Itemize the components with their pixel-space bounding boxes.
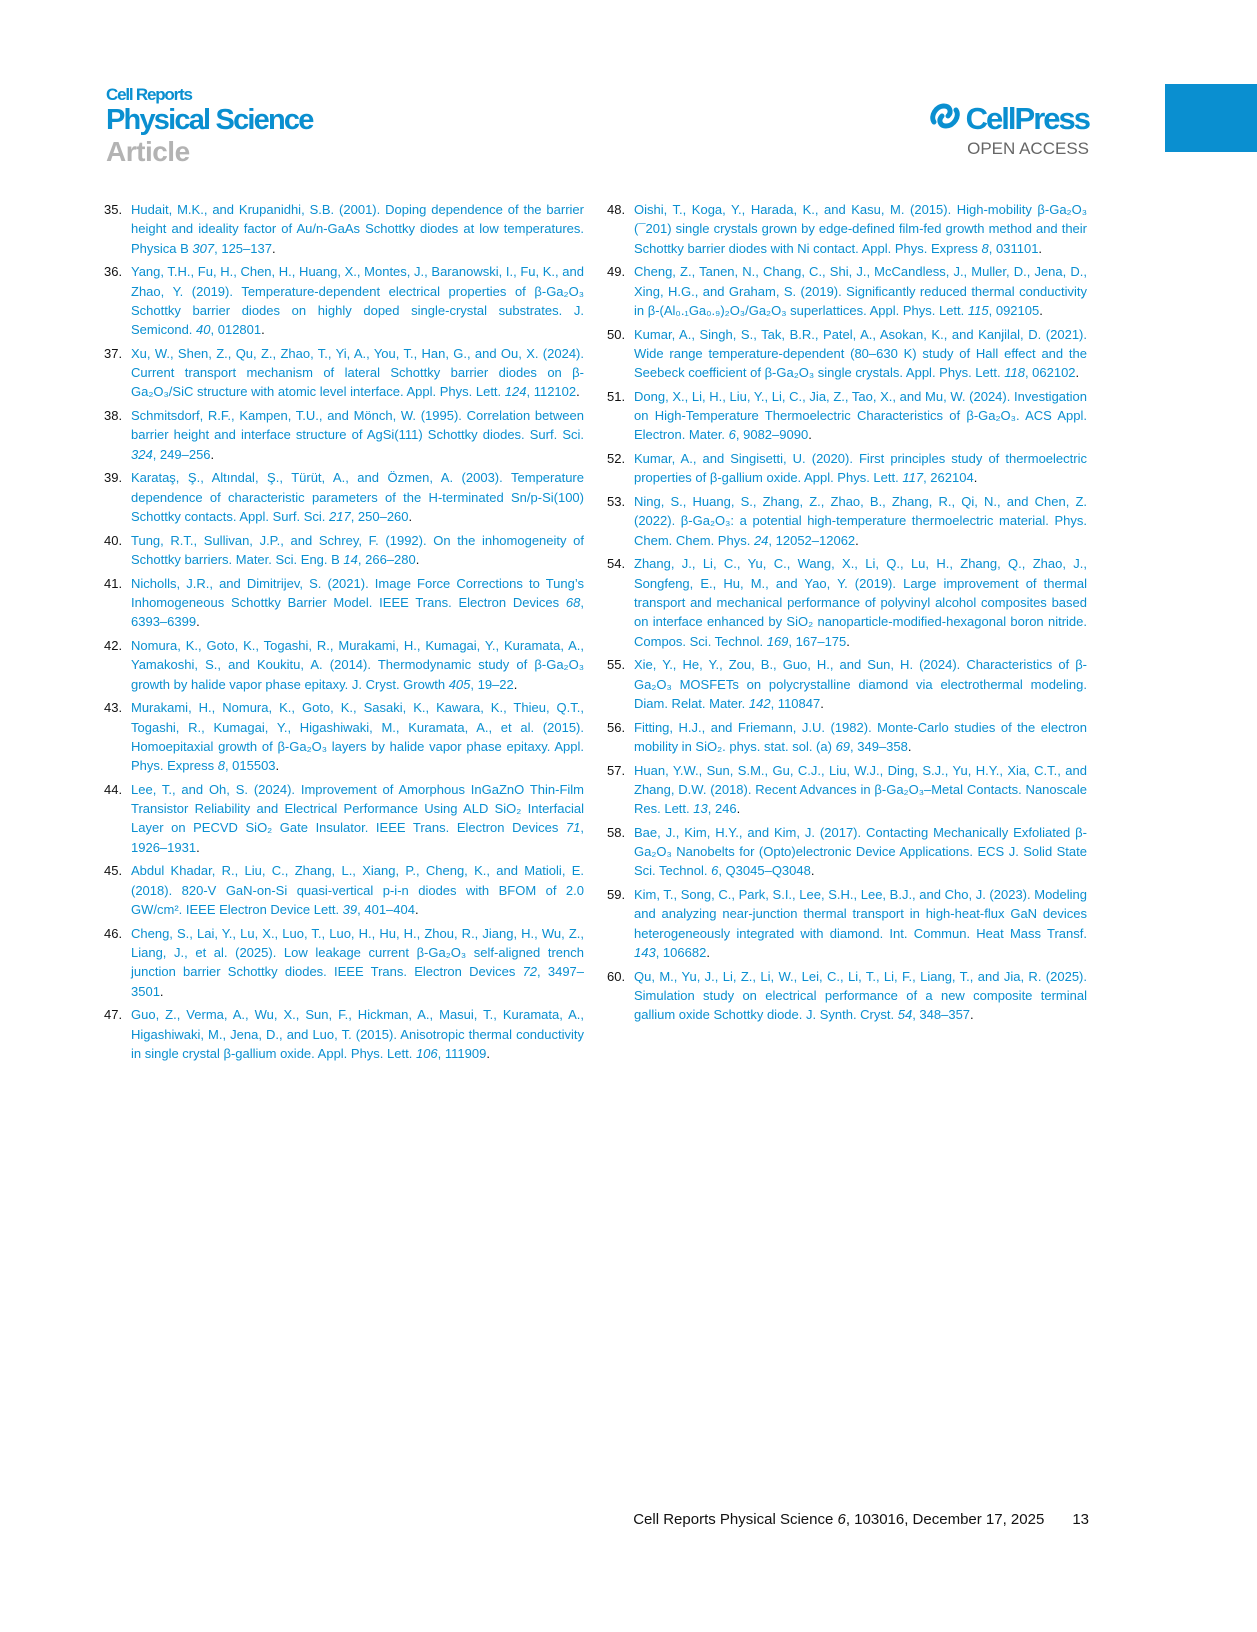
page-number: 13 <box>1072 1511 1089 1528</box>
reference-number: 54. <box>607 556 626 572</box>
reference-number: 37. <box>104 345 123 361</box>
reference-period: . <box>973 470 978 486</box>
reference-number: 53. <box>607 494 626 510</box>
reference-pages: , 249–256 <box>152 446 211 462</box>
reference-text: Xu, W., Shen, Z., Qu, Z., Zhao, T., Yi, A., You, T., Han, G., and Ou, X. (2024). Current transport mechanism of lateral Schottky barrier diodes on β-Ga₂O₃/SiC structure with atomic level interface. Appl. Phys. Lett. <box>131 345 584 400</box>
reference-text: Nicholls, J.R., and Dimitrijev, S. (2021). Image Force Corrections to Tung’s Inhomogeneous Schottky Barrier Model. IEEE Trans. Electron Devices <box>131 575 584 610</box>
reference-link[interactable] <box>634 761 1087 819</box>
reference-item <box>104 861 584 919</box>
reference-number: 39. <box>104 470 123 486</box>
reference-period: . <box>275 758 280 774</box>
reference-item <box>104 531 584 570</box>
reference-volume: 24 <box>753 532 769 548</box>
reference-pages: , 111909 <box>437 1045 487 1061</box>
reference-link[interactable] <box>131 468 584 526</box>
reference-number: 56. <box>607 719 626 735</box>
reference-item <box>607 885 1087 962</box>
reference-period: . <box>736 801 741 817</box>
reference-number: 40. <box>104 532 123 548</box>
reference-pages: , 246 <box>707 801 737 817</box>
reference-link[interactable] <box>634 655 1087 713</box>
reference-text: Yang, T.H., Fu, H., Chen, H., Huang, X., Montes, J., Baranowski, I., Fu, K., and Zhao, Y. (2019). Temperature-dependent electrical properties of β-Ga₂O₃ Schottky barrier diodes on highly doped single-crystal substrates. J. Semicond. <box>131 264 584 338</box>
reference-link[interactable] <box>131 1005 584 1063</box>
reference-volume: 124 <box>504 384 527 400</box>
reference-number: 41. <box>104 575 123 591</box>
reference-item <box>104 200 584 258</box>
reference-pages: , 9082–9090 <box>735 427 809 443</box>
reference-number: 42. <box>104 637 123 653</box>
reference-period: . <box>415 552 420 567</box>
reference-item <box>104 924 584 1001</box>
reference-link[interactable] <box>634 885 1087 962</box>
reference-number: 44. <box>104 781 123 797</box>
reference-pages: , 031101 <box>988 240 1039 256</box>
reference-volume: 40 <box>196 322 211 338</box>
reference-text: Qu, M., Yu, J., Li, Z., Li, W., Lei, C., Li, T., Li, F., Liang, T., and Jia, R. (2025). Simulation study on electrical performance of a new composite terminal gallium oxide Schottky diode. J. Synth. Cryst. <box>634 968 1087 1023</box>
reference-text: Xie, Y., He, Y., Zou, B., Guo, H., and Sun, H. (2024). Characteristics of β-Ga₂O₃ MOSFETs on polycrystalline diamond via electrothermal modeling. Diam. Relat. Mater. <box>634 657 1087 711</box>
reference-text: Schmitsdorf, R.F., Kampen, T.U., and Mönch, W. (1995). Correlation between barrier height and interface structure of AgSi(111) Schottky diodes. Surf. Sci. <box>131 408 584 443</box>
reference-text: Nomura, K., Goto, K., Togashi, R., Murakami, H., Kumagai, Y., Kuramata, A., Yamakoshi, S., and Koukitu, A. (2014). Thermodynamic study of β-Ga₂O₃ growth by halide vapor phase epitaxy. J. Cryst. Growth <box>131 637 584 692</box>
reference-volume: 405 <box>448 676 471 692</box>
reference-pages: , 012801 <box>210 322 262 338</box>
reference-item <box>607 761 1087 819</box>
reference-number: 55. <box>607 657 626 673</box>
reference-pages: , 262104 <box>923 470 974 486</box>
reference-period: . <box>820 695 824 711</box>
reference-period: . <box>210 446 215 462</box>
reference-number: 52. <box>607 451 626 467</box>
journal-name-line2: Physical Science <box>106 104 313 136</box>
reference-link[interactable] <box>634 325 1087 383</box>
reference-number: 59. <box>607 887 626 903</box>
reference-period: . <box>414 902 419 917</box>
reference-item <box>104 636 584 694</box>
reference-text: Cheng, S., Lai, Y., Lu, X., Luo, T., Luo, H., Hu, H., Zhou, R., Jiang, H., Wu, Z., Liang, J., et al. (2025). Low leakage current β-Ga₂O₃ self-aligned trench junction barrier Schottky diodes. IEEE Trans. Electron Devices <box>131 925 584 980</box>
reference-pages: , 12052–12062 <box>768 532 856 548</box>
reference-link[interactable] <box>131 406 584 464</box>
reference-link[interactable] <box>131 780 584 857</box>
reference-number: 38. <box>104 408 123 424</box>
reference-number: 50. <box>607 326 626 342</box>
reference-item <box>104 344 584 402</box>
reference-text: Kim, T., Song, C., Park, S.I., Lee, S.H., Lee, B.J., and Cho, J. (2023). Modeling and analyzing near-junction thermal transport in high-heat-flux GaN devices heterogeneously integrated with diamond. Int. Commun. Heat Mass Transf. <box>634 887 1087 941</box>
reference-number: 49. <box>607 264 626 280</box>
reference-volume: 143 <box>634 944 656 960</box>
reference-pages: , 167–175 <box>788 633 847 649</box>
reference-pages: , 6393–6399 <box>131 594 584 630</box>
reference-text: Kumar, A., and Singisetti, U. (2020). First principles study of thermoelectric properties of β-gallium oxide. Appl. Phys. Lett. <box>634 451 1087 486</box>
reference-volume: 6 <box>711 863 719 879</box>
reference-text: Oishi, T., Koga, Y., Harada, K., and Kasu, M. (2015). High-mobility β-Ga₂O₃ (¯201) single crystals grown by edge-defined film-fed growth method and their Schottky barrier diodes with Ni contact. Appl. Phys. Express <box>634 202 1087 256</box>
reference-link[interactable] <box>634 967 1087 1025</box>
page-footer <box>633 1511 1089 1528</box>
reference-period: . <box>576 384 580 400</box>
reference-period: . <box>513 676 518 692</box>
reference-text: Ning, S., Huang, S., Zhang, Z., Zhao, B., Zhang, R., Qi, N., and Chen, Z. (2022). β-Ga₂O₃: a potential high-temperature thermoelectric material. Phys. Chem. Chem. Phys. <box>634 494 1087 548</box>
reference-volume: 217 <box>328 509 351 525</box>
reference-item <box>104 468 584 526</box>
reference-item <box>607 554 1087 650</box>
reference-volume: 69 <box>835 738 851 754</box>
reference-item <box>607 449 1087 488</box>
reference-link[interactable] <box>634 449 1087 488</box>
reference-period: . <box>846 633 850 649</box>
open-access-label: OPEN ACCESS <box>967 139 1089 158</box>
reference-text: Guo, Z., Verma, A., Wu, X., Sun, F., Hickman, A., Masui, T., Kuramata, A., Higashiwaki, M., Jena, D., and Luo, T. (2015). Anisotropic thermal conductivity in single crystal β-gallium oxide. Appl. Phys. Lett. <box>131 1007 584 1061</box>
cellpress-icon <box>928 100 962 137</box>
reference-volume: 39 <box>342 902 358 917</box>
reference-pages: , 106682 <box>655 944 707 960</box>
reference-item <box>607 655 1087 713</box>
reference-volume: 118 <box>1004 365 1025 381</box>
reference-volume: 117 <box>902 470 924 486</box>
reference-number: 51. <box>607 388 626 404</box>
reference-pages: , 250–260 <box>350 509 409 525</box>
reference-period: . <box>1075 365 1080 381</box>
reference-text: Cheng, Z., Tanen, N., Chang, C., Shi, J., McCandless, J., Muller, D., Jena, D., Xing, H.G., and Graham, S. (2019). Significantly reduced thermal conductivity in β-(Al₀.₁Ga₀.₉)₂O₃/Ga₂O₃ superlattices. Appl. Phys. Lett. <box>634 264 1087 318</box>
reference-link[interactable] <box>634 200 1087 258</box>
reference-pages: , 348–357 <box>912 1007 971 1023</box>
reference-item <box>104 262 584 339</box>
reference-text: Lee, T., and Oh, S. (2024). Improvement of Amorphous InGaZnO Thin-Film Transistor Reliability and Electrical Performance Using ALD SiO₂ Interfacial Layer on PECVD SiO₂ Gate Insulator. IEEE Trans. Electron Devices <box>131 781 584 836</box>
reference-link[interactable] <box>131 531 584 570</box>
reference-text: Huan, Y.W., Sun, S.M., Gu, C.J., Liu, W.J., Ding, S.J., Yu, H.Y., Xia, C.T., and Zhang, D.W. (2018). Recent Advances in β-Ga₂O₃–Metal Contacts. Nanoscale Res. Lett. <box>634 762 1087 817</box>
footer-citation: , 103016, December 17, 2025 <box>845 1511 1045 1528</box>
reference-period: . <box>1038 240 1043 256</box>
reference-item <box>607 200 1087 258</box>
reference-period: . <box>196 839 200 855</box>
edge-tab <box>1165 84 1257 152</box>
reference-period: . <box>408 509 413 525</box>
reference-pages: , 1926–1931 <box>131 820 584 855</box>
reference-period: . <box>1039 302 1043 318</box>
reference-pages: , 110847 <box>770 695 821 711</box>
references-left-column <box>104 200 584 1068</box>
reference-link[interactable] <box>634 387 1087 445</box>
reference-period: . <box>907 738 912 754</box>
reference-link[interactable] <box>634 492 1087 550</box>
reference-number: 60. <box>607 968 626 984</box>
reference-period: . <box>810 863 815 879</box>
reference-number: 43. <box>104 700 123 716</box>
reference-number: 36. <box>104 264 123 280</box>
reference-text: Karataş, Ş., Altındal, Ş., Türüt, A., and Özmen, A. (2003). Temperature dependence of characteristic parameters of the H-terminated Sn/p-Si(100) Schottky contacts. Appl. Surf. Sci. <box>131 470 584 525</box>
reference-pages: , 3497–3501 <box>131 964 585 999</box>
reference-link[interactable] <box>634 718 1087 757</box>
reference-number: 47. <box>104 1007 123 1023</box>
reference-volume: 8 <box>217 758 225 774</box>
reference-volume: 6 <box>728 427 736 443</box>
reference-pages: , 125–137 <box>214 240 272 256</box>
reference-link[interactable] <box>131 636 584 694</box>
references-right-column <box>607 200 1087 1029</box>
reference-item <box>607 718 1087 757</box>
reference-text: Abdul Khadar, R., Liu, C., Zhang, L., Xiang, P., Cheng, K., and Matioli, E. (2018). 820-V GaN-on-Si quasi-vertical p-i-n diodes with BFOM of 2.0 GW/cm². IEEE Electron Device Lett. <box>131 863 584 917</box>
reference-period: . <box>261 322 265 338</box>
reference-link[interactable] <box>131 861 584 919</box>
reference-text: Fitting, H.J., and Friemann, J.U. (1982). Monte-Carlo studies of the electron mobility in SiO₂. phys. stat. sol. (a) <box>634 719 1087 754</box>
reference-period: . <box>271 240 276 256</box>
reference-link[interactable] <box>634 554 1087 650</box>
reference-volume: 142 <box>748 695 771 711</box>
reference-period: . <box>196 614 200 630</box>
reference-item <box>104 780 584 857</box>
cellpress-logo <box>928 100 1089 159</box>
reference-number: 58. <box>607 824 626 840</box>
reference-number: 45. <box>104 863 123 879</box>
reference-text: Bae, J., Kim, H.Y., and Kim, J. (2017). Contacting Mechanically Exfoliated β-Ga₂O₃ Nanobelts for (Opto)electronic Device Applications. ECS J. Solid State Sci. Technol. <box>634 824 1087 879</box>
reference-volume: 71 <box>565 820 581 836</box>
reference-item <box>607 967 1087 1025</box>
article-type: Article <box>106 136 190 167</box>
reference-period: . <box>706 944 710 960</box>
reference-volume: 106 <box>415 1045 438 1061</box>
reference-volume: 115 <box>967 302 989 318</box>
reference-item <box>607 262 1087 320</box>
reference-pages: , 062102 <box>1024 365 1076 381</box>
reference-pages: , 266–280 <box>357 552 416 567</box>
reference-item <box>104 1005 584 1063</box>
reference-pages: , 015503 <box>224 758 276 774</box>
reference-link[interactable] <box>131 698 584 775</box>
reference-item <box>104 574 584 632</box>
reference-link[interactable] <box>131 200 584 258</box>
reference-number: 48. <box>607 202 626 217</box>
reference-pages: , 349–358 <box>850 738 908 754</box>
reference-item <box>607 492 1087 550</box>
footer-volume: 6 <box>837 1511 846 1528</box>
reference-volume: 324 <box>131 446 153 462</box>
reference-item <box>104 406 584 464</box>
reference-volume: 13 <box>693 801 708 817</box>
reference-link[interactable] <box>131 262 584 339</box>
journal-name-line1: Cell Reports <box>106 85 192 104</box>
reference-volume: 54 <box>897 1007 913 1023</box>
reference-volume: 8 <box>981 240 989 256</box>
reference-text: Kumar, A., Singh, S., Tak, B.R., Patel, A., Asokan, K., and Kanjilal, D. (2021). Wide range temperature-dependent (80–630 K) study of Hall effect and the Seebeck coefficient of β-Ga₂O₃ single crystals. Appl. Phys. Lett. <box>634 326 1087 381</box>
reference-link[interactable] <box>131 344 584 402</box>
reference-item <box>607 823 1087 881</box>
reference-period: . <box>808 427 812 443</box>
reference-link[interactable] <box>131 574 584 632</box>
reference-link[interactable] <box>634 823 1087 881</box>
reference-text: Tung, R.T., Sullivan, J.P., and Schrey, F. (1992). On the inhomogeneity of Schottky barriers. Mater. Sci. Eng. B <box>131 532 584 567</box>
reference-text: Zhang, J., Li, C., Yu, C., Wang, X., Li, Q., Lu, H., Zhang, Q., Zhao, J., Songfeng, E., Hu, M., and Yao, Y. (2019). Large improvement of thermal transport and mechanical performance of polyvinyl alcohol composites based on interface enhanced by SiO₂ nanoparticle-modified-hexagonal boron nitride. Compos. Sci. Technol. <box>634 556 1087 649</box>
reference-period: . <box>159 983 164 999</box>
reference-period: . <box>486 1045 490 1061</box>
reference-volume: 14 <box>343 552 358 567</box>
reference-volume: 68 <box>565 594 581 610</box>
reference-volume: 307 <box>192 240 215 256</box>
publisher-name: CellPress <box>965 100 1089 136</box>
reference-item <box>607 325 1087 383</box>
reference-pages: , Q3045–Q3048 <box>718 863 811 879</box>
reference-item <box>104 698 584 775</box>
journal-logo <box>106 86 313 168</box>
reference-text: Dong, X., Li, H., Liu, Y., Li, C., Jia, Z., Tao, X., and Mu, W. (2024). Investigation on High-Temperature Thermoelectric Characteristics of β-Ga₂O₃. ACS Appl. Electron. Mater. <box>634 388 1087 443</box>
reference-pages: , 19–22 <box>470 676 514 692</box>
reference-text: Hudait, M.K., and Krupanidhi, S.B. (2001). Doping dependence of the barrier height and ideality factor of Au/n-GaAs Schottky diodes at low temperatures. Physica B <box>131 202 584 256</box>
reference-text: Murakami, H., Nomura, K., Goto, K., Sasaki, K., Kawara, K., Thieu, Q.T., Togashi, R., Kumagai, Y., Higashiwaki, M., Kuramata, A., et al. (2015). Homoepitaxial growth of β-Ga₂O₃ layers by halide vapor phase epitaxy. Appl. Phys. Express <box>131 700 584 774</box>
reference-number: 46. <box>104 925 123 941</box>
reference-volume: 169 <box>766 633 789 649</box>
reference-period: . <box>970 1007 974 1023</box>
reference-pages: , 112102 <box>526 384 577 400</box>
reference-volume: 72 <box>522 964 538 980</box>
footer-journal: Cell Reports Physical Science <box>633 1511 838 1528</box>
reference-pages: , 401–404 <box>357 902 415 917</box>
reference-period: . <box>855 532 859 548</box>
reference-number: 57. <box>607 762 626 778</box>
reference-link[interactable] <box>131 924 584 1001</box>
reference-number: 35. <box>104 202 123 217</box>
reference-pages: , 092105 <box>988 302 1040 318</box>
reference-item <box>607 387 1087 445</box>
reference-link[interactable] <box>634 262 1087 320</box>
